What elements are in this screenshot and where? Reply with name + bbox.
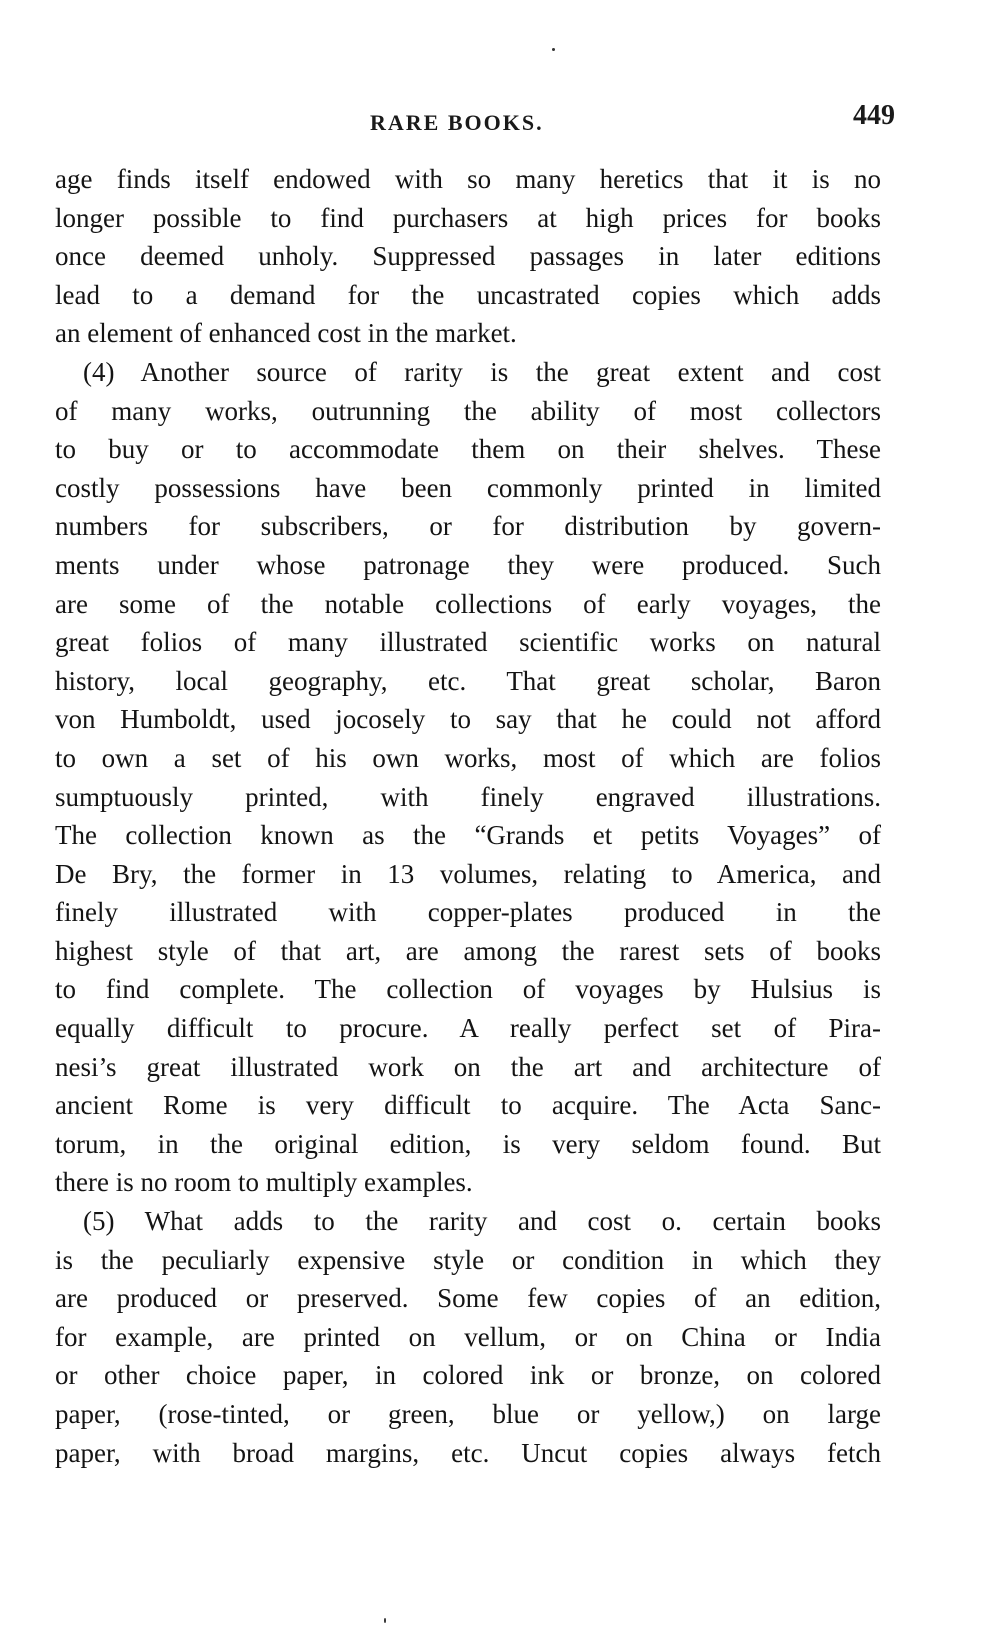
text-line: to find complete. The collection of voyages by Hulsius is	[55, 974, 881, 1005]
text-line: numbers for subscribers, or for distribution by govern-	[55, 511, 881, 542]
text-line: highest style of that art, are among the rarest sets of books	[55, 935, 881, 966]
text-line: paper, (rose-tinted, or green, blue or yellow,) on large	[55, 1399, 881, 1429]
text-line: is the peculiarly expensive style or condition in which they	[55, 1244, 881, 1275]
text-line: (5) What adds to the rarity and cost o. certain books	[83, 1206, 881, 1237]
text-line: nesi’s great illustrated work on the art and architecture of	[55, 1051, 881, 1082]
text-line: ancient Rome is very difficult to acquire. The Acta Sanc-	[55, 1090, 881, 1121]
page-number: 449	[853, 100, 895, 131]
text-line: for example, are printed on vellum, or on China or India	[55, 1321, 881, 1352]
text-line: von Humboldt, used jocosely to say that he could not afford	[55, 704, 881, 735]
body-text	[55, 160, 881, 1472]
text-line: are produced or preserved. Some few copies of an edition,	[55, 1283, 881, 1314]
page-speck	[384, 1618, 386, 1623]
text-line: great folios of many illustrated scientific works on natural	[55, 627, 881, 658]
text-line: to buy or to accommodate them on their shelves. These	[55, 434, 881, 465]
text-line: history, local geography, etc. That great scholar, Baron	[55, 665, 881, 696]
text-line: age finds itself endowed with so many heretics that it is no	[55, 164, 881, 194]
text-line: paper, with broad margins, etc. Uncut copies always fetch	[55, 1437, 881, 1468]
text-line: ments under whose patronage they were produced. Such	[55, 549, 881, 580]
text-line: or other choice paper, in colored ink or bronze, on colored	[55, 1360, 881, 1391]
text-line: lead to a demand for the uncastrated copies which adds	[55, 279, 881, 310]
text-line: an element of enhanced cost in the market.	[55, 318, 517, 349]
page-speck	[552, 48, 555, 51]
text-line: costly possessions have been commonly printed in limited	[55, 472, 881, 503]
text-line: are some of the notable collections of early voyages, the	[55, 588, 881, 619]
text-line: De Bry, the former in 13 volumes, relating to America, and	[55, 858, 881, 889]
page-header	[55, 100, 895, 140]
text-line: once deemed unholy. Suppressed passages in later editions	[55, 241, 881, 272]
text-line: finely illustrated with copper-plates produced in the	[55, 897, 881, 928]
text-line: of many works, outrunning the ability of most collectors	[55, 395, 881, 426]
text-line: torum, in the original edition, is very seldom found. But	[55, 1128, 881, 1159]
text-line: equally difficult to procure. A really perfect set of Pira-	[55, 1013, 881, 1044]
text-line: to own a set of his own works, most of which are folios	[55, 742, 881, 773]
text-line: The collection known as the “Grands et petits Voyages” of	[55, 820, 881, 851]
running-head: RARE BOOKS.	[370, 110, 544, 135]
text-line: (4) Another source of rarity is the great extent and cost	[83, 356, 881, 387]
text-line: sumptuously printed, with finely engraved illustrations.	[55, 781, 881, 812]
text-line: there is no room to multiply examples.	[55, 1167, 473, 1198]
text-line: longer possible to find purchasers at high prices for books	[55, 202, 881, 233]
